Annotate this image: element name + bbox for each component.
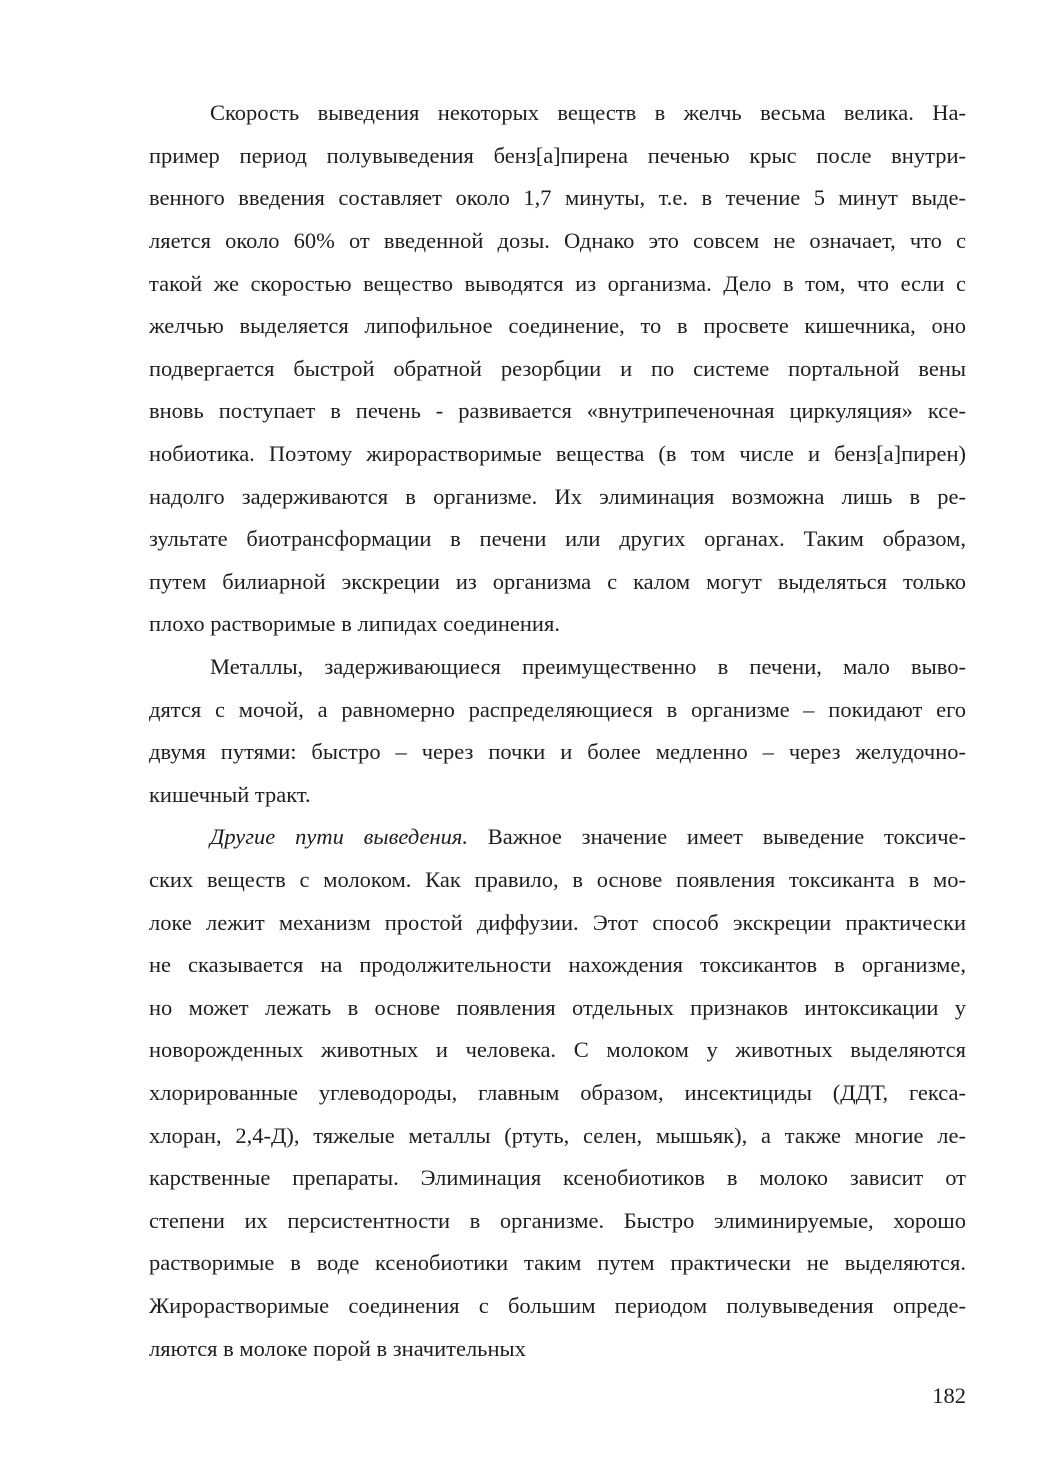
text-line: карственные препараты. Элиминация ксенобиотиков в молоко зависит от [149,1165,966,1190]
text-line: не сказывается на продолжительности нахождения токсикантов в организме, [149,952,966,977]
text-line: надолго задерживаются в организме. Их элиминация возможна лишь в ре- [149,484,966,509]
text-line: локе лежит механизм простой диффузии. Этот способ экскреции практически [149,910,966,935]
text-line: Скорость выведения некоторых веществ в желчь весьма велика. На- [210,100,966,125]
text-line: венного введения составляет около 1,7 минуты, т.е. в течение 5 минут выде- [149,185,966,210]
text-line-with-heading [210,821,966,853]
text-line-rest: Важное значение имеет выведение токсиче- [487,824,966,849]
text-line: плохо растворимые в липидах соединения. [149,611,560,636]
page-number: 182 [932,1383,966,1408]
text-line: растворимые в воде ксенобиотики таким путем практически не выделяются. [149,1250,966,1275]
text-line: подвергается быстрой обратной резорбции и по системе портальной вены [149,356,966,381]
text-line: дятся с мочой, а равномерно распределяющиеся в организме – покидают его [149,697,966,722]
text-line: зультате биотрансформации в печени или других органах. Таким образом, [149,526,966,551]
text-line: кишечный тракт. [149,782,311,807]
text-line: путем билиарной экскреции из организма с калом могут выделяться только [149,569,966,594]
text-line: но может лежать в основе появления отдельных признаков интоксикации у [149,995,966,1020]
text-line: хлоран, 2,4-Д), тяжелые металлы (ртуть, селен, мышьяк), а также многие ле- [149,1123,966,1148]
section-heading: Другие пути выведения. [210,824,468,849]
text-line: Жирорастворимые соединения с большим периодом полувыведения опреде- [149,1293,966,1318]
text-line: пример период полувыведения бенз[а]пирена печенью крыс после внутри- [149,143,966,168]
text-line: новорожденных животных и человека. С молоком у животных выделяются [149,1037,966,1062]
text-line: ских веществ с молоком. Как правило, в основе появления токсиканта в мо- [149,867,966,892]
text-line: ляются в молоке порой в значительных [149,1336,526,1361]
text-line: Металлы, задерживающиеся преимущественно в печени, мало выво- [210,654,966,679]
text-line: нобиотика. Поэтому жирорастворимые вещества (в том числе и бенз[а]пирен) [149,441,966,466]
text-line: хлорированные углеводороды, главным образом, инсектициды (ДДТ, гекса- [149,1080,966,1105]
text-line: ляется около 60% от введенной дозы. Однако это совсем не означает, что с [149,228,966,253]
text-line: степени их персистентности в организме. Быстро элиминируемые, хорошо [149,1208,966,1233]
text-line: такой же скоростью вещество выводятся из организма. Дело в том, что если с [149,271,966,296]
text-line: двумя путями: быстро – через почки и более медленно – через желудочно- [149,739,966,764]
text-line: желчью выделяется липофильное соединение, то в просвете кишечника, оно [149,313,966,338]
text-line: вновь поступает в печень - развивается «внутрипеченочная циркуляция» ксе- [149,398,966,423]
